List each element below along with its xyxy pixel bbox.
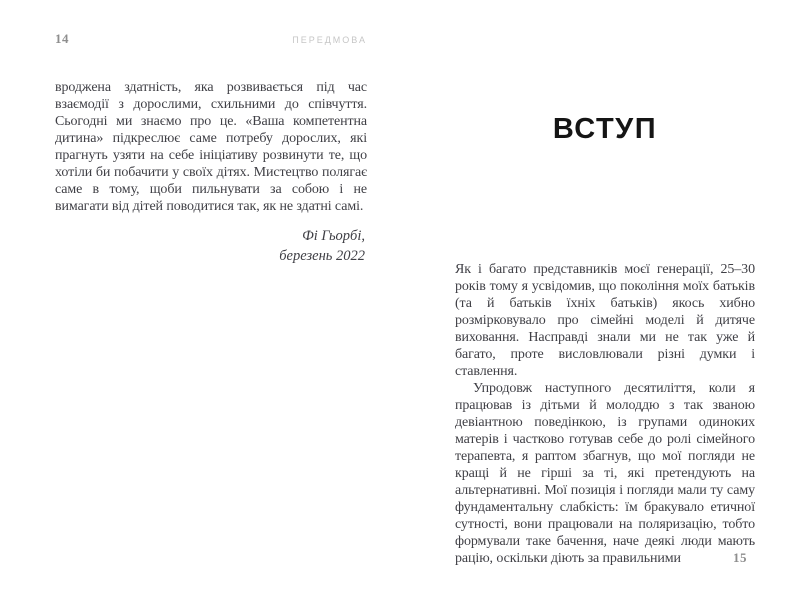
attribution-name: Фі Гьорбі, [302,228,365,244]
page-left [55,0,367,600]
introduction-body [455,261,755,567]
chapter-title: ВСТУП [552,113,658,145]
introduction-paragraph-1: Як і багато представників моєї генерації, 25–30 років тому я усвідомив, що покоління моїх батьків (та й батьків їхніх батьків) якось хибно розмірковувало про сімейні моделі й дитяче виховання. Насправді знали ми не так уже й багато, проте висловлювали різні думки і ставлення. [455,262,755,379]
preface-closing-paragraph: вроджена здатність, яка розвивається під час взаємодії з дорослими, схильними до співчуття. Сьогодні ми знаємо про це. «Ваша компетентна дитина» підкреслює саме потребу дорослих, які прагнуть узяти на себе ініціативу розвинути те, що хотіли би побачити у своїх дітях. Мистецтво полягає саме в тому, щоби пильнувати за собою і не вимагати від дітей поводитися так, як не здатні самі. [55,80,367,214]
introduction-paragraph-2: Упродовж наступного десятиліття, коли я працював із дітьми й молоддю з так званою девіантною поведінкою, із групами одиноких матерів і частково готував себе до ролі сімейного терапевта, я раптом збагнув, що мої погляди не кращі й не гірші за ті, які претендують на альтернативні. Мої позиція і погляди мали ту саму фундаментальну слабкість: їм бракувало етичної сутності, вони працювали на поляризацію, тобто формували таке бачення, наче деякі люди мають рацію, оскільки діють за правильними [455,381,755,566]
running-header: ПЕРЕДМОВА [292,35,367,45]
page-number-right: 15 [733,550,747,565]
attribution-block [55,226,365,266]
page-right [455,0,755,600]
attribution-date: березень 2022 [279,248,365,264]
page-number-left: 14 [55,31,69,46]
left-header-row [55,31,367,47]
